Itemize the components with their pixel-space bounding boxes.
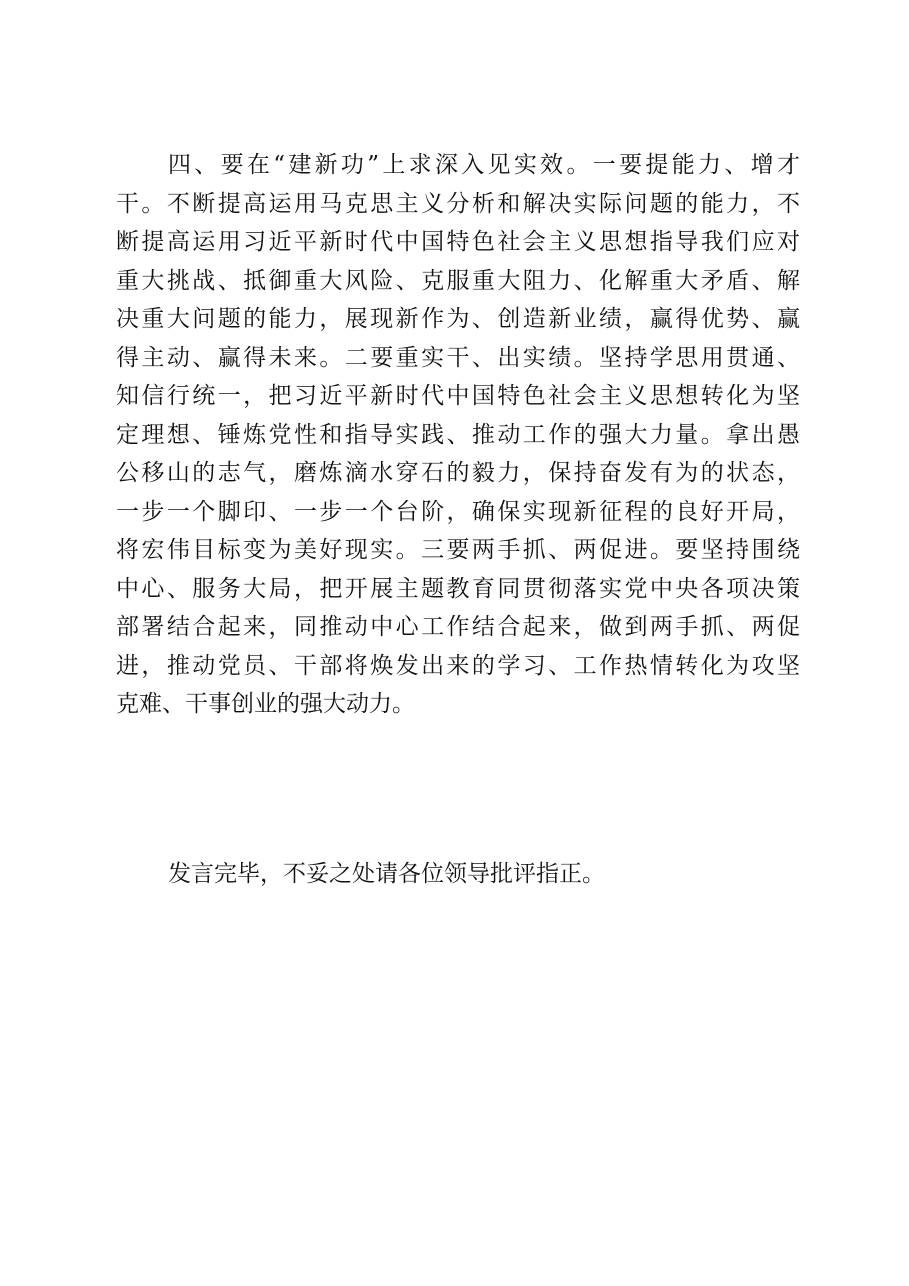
paragraph-section-four	[116, 146, 800, 724]
paragraph-line: 干。不断提高运用马克思主义分析和解决实际问题的能力，不	[116, 190, 800, 217]
paragraph-line: 进，推动党员、干部将焕发出来的学习、工作热情转化为攻坚	[116, 652, 800, 679]
closing-line: 发言完毕，不妥之处请各位领导批评指正。	[168, 861, 605, 887]
paragraph-line: 公移山的志气，磨炼滴水穿石的毅力，保持奋发有为的状态，	[116, 460, 800, 486]
paragraph-line: 断提高运用习近平新时代中国特色社会主义思想指导我们应对	[116, 229, 800, 255]
paragraph-line: 克难、干事创业的强大动力。	[116, 691, 415, 717]
paragraph-line: 中心、服务大局，把开展主题教育同贯彻落实党中央各项决策	[116, 575, 800, 602]
paragraph-line: 得主动、赢得未来。二要重实干、出实绩。坚持学思用贯通、	[116, 344, 800, 371]
paragraph-line: 决重大问题的能力，展现新作为、创造新业绩，赢得优势、赢	[116, 306, 800, 332]
paragraph-line: 四、要在“建新功”上求深入见实效。一要提能力、增才	[168, 152, 800, 178]
closing-paragraph	[116, 855, 800, 894]
paragraph-line: 一步一个脚印、一步一个台阶，确保实现新征程的良好开局，	[116, 498, 800, 525]
paragraph-line: 知信行统一，把习近平新时代中国特色社会主义思想转化为坚	[116, 383, 800, 409]
paragraph-line: 将宏伟目标变为美好现实。三要两手抓、两促进。要坚持围绕	[116, 537, 800, 563]
paragraph-line: 定理想、锤炼党性和指导实践、推动工作的强大力量。拿出愚	[116, 421, 800, 448]
paragraph-line: 重大挑战、抵御重大风险、克服重大阻力、化解重大矛盾、解	[116, 267, 800, 294]
paragraph-line: 部署结合起来，同推动中心工作结合起来，做到两手抓、两促	[116, 614, 800, 640]
